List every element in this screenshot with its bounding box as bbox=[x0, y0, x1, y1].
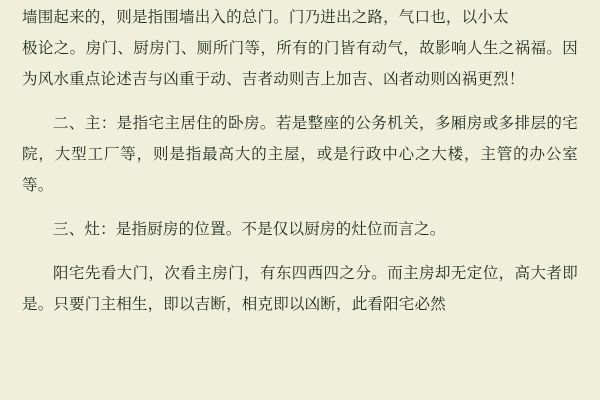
document-body bbox=[22, 0, 578, 320]
paragraph-4: 阳宅先看大门，次看主房门，有东四西四之分。而主房却无定位，高大者即是。只要门主相生，即以吉断，相克即以凶断，此看阳宅必然 bbox=[22, 264, 578, 313]
paragraph-spacer-2 bbox=[22, 201, 578, 214]
paragraph-3: 三、灶：是指厨房的位置。不是仅以厨房的灶位而言之。 bbox=[53, 220, 446, 238]
paragraph-spacer-1 bbox=[22, 95, 578, 108]
paragraph-top-partial: 墙围起来的，则是指围墙出入的总门。门乃进出之路，气口也，以小太 bbox=[22, 8, 509, 26]
paragraph-1: 极论之。房门、厨房门、厕所门等，所有的门皆有动气，故影响人生之祸福。因为风水重点论述吉与凶重于动、吉者动则吉上加吉、凶者动则凶祸更烈！ bbox=[22, 39, 578, 88]
paragraph-2: 二、主：是指宅主居住的卧房。若是整座的公务机关，多厢房或多排层的宅院，大型工厂等，则是指最高大的主屋，或是行政中心之大楼，主管的办公室等。 bbox=[22, 114, 578, 194]
paragraph-spacer-3 bbox=[22, 245, 578, 258]
cut-off-line-above bbox=[0, 0, 600, 16]
